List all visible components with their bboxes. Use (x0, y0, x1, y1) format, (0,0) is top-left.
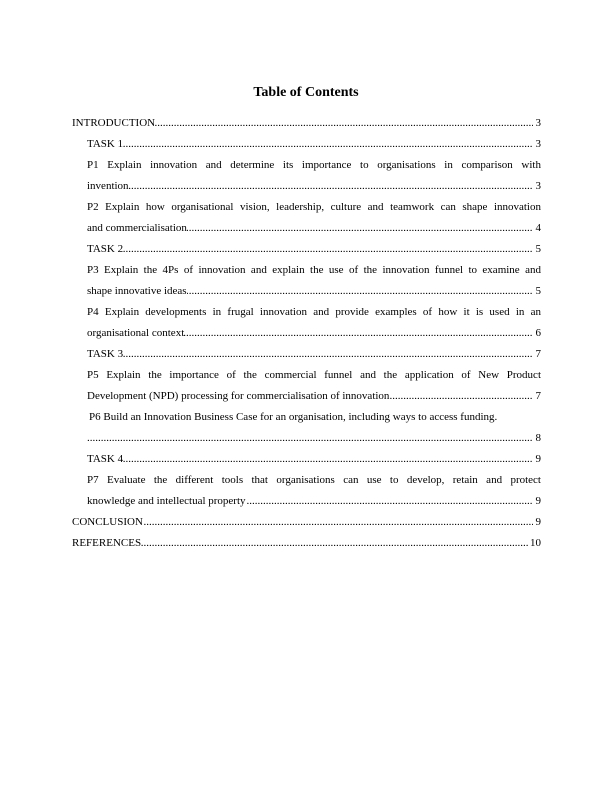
toc-page-number: 9 (535, 512, 542, 533)
toc-entry-p3-line2[interactable] (87, 281, 541, 302)
toc-page-number: 6 (535, 323, 542, 344)
toc-entry-p4-line2[interactable] (87, 323, 541, 344)
toc-entry-text: TASK 1 (87, 138, 124, 150)
toc-entry-p6-line2[interactable] (87, 428, 541, 449)
toc-entry-references[interactable] (72, 533, 541, 554)
toc-entry-p3-line1[interactable] (87, 260, 541, 281)
toc-entry-p5-line1[interactable] (87, 365, 541, 386)
toc-entry-p6-line1[interactable] (89, 407, 541, 428)
toc-entry-text: P7 Evaluate the different tools that organisations can use to develop, retain and protect (87, 474, 541, 486)
toc-page-number: 10 (529, 533, 541, 554)
toc-page-number: 3 (535, 113, 542, 134)
toc-page-number: 3 (535, 176, 542, 197)
toc-entry-text: P6 Build an Innovation Business Case for an organisation, including ways to access funding. (89, 411, 498, 423)
toc-entry-p1-line2[interactable] (87, 176, 541, 197)
toc-page-number: 7 (535, 344, 542, 365)
toc-entry-text: TASK 4 (87, 453, 124, 465)
toc-entry-text: CONCLUSION (72, 516, 143, 528)
toc-entry-text: knowledge and intellectual property (87, 495, 246, 507)
toc-entry-text: P3 Explain the 4Ps of innovation and explain the use of the innovation funnel to examine and (87, 264, 541, 276)
toc-entry-task-4[interactable] (87, 449, 541, 470)
toc-entry-task-2[interactable] (87, 239, 541, 260)
toc-page-number: 3 (535, 134, 542, 155)
toc-entry-text: INTRODUCTION (72, 117, 156, 129)
toc-entry-text: Development (NPD) processing for commercialisation of innovation (87, 390, 390, 402)
toc-page-number: 9 (535, 491, 542, 512)
table-of-contents (72, 113, 541, 554)
toc-entry-p7-line1[interactable] (87, 470, 541, 491)
toc-entry-text: P1 Explain innovation and determine its importance to organisations in comparison with (87, 159, 541, 171)
toc-page-number: 4 (535, 218, 542, 239)
toc-entry-text: P4 Explain developments in frugal innovation and provide examples of how it is used in an (87, 306, 541, 318)
toc-entry-text: REFERENCES (72, 537, 142, 549)
toc-entry-conclusion[interactable] (72, 512, 541, 533)
toc-entry-task-3[interactable] (87, 344, 541, 365)
toc-entry-p5-line2[interactable] (87, 386, 541, 407)
toc-entry-text: and commercialisation (87, 222, 187, 234)
toc-entry-text: invention (87, 180, 129, 192)
toc-page-number: ..... 8 (535, 428, 542, 449)
toc-entry-text: P5 Explain the importance of the commercial funnel and the application of New Product (87, 369, 541, 381)
toc-entry-text: shape innovative ideas (87, 285, 187, 297)
toc-entry-p1-line1[interactable] (87, 155, 541, 176)
toc-page-number: 7 (535, 386, 542, 407)
toc-entry-p4-line1[interactable] (87, 302, 541, 323)
toc-entry-text: TASK 2 (87, 243, 124, 255)
toc-entry-text: P2 Explain how organisational vision, leadership, culture and teamwork can shape innovation (87, 201, 541, 213)
toc-title: Table of Contents (253, 85, 359, 100)
toc-entry-task-1[interactable] (87, 134, 541, 155)
toc-entry-p2-line2[interactable] (87, 218, 541, 239)
toc-entry-introduction[interactable] (72, 113, 541, 134)
toc-page-number: 9 (535, 449, 542, 470)
toc-entry-p2-line1[interactable] (87, 197, 541, 218)
toc-entry-text: TASK 3 (87, 348, 124, 360)
toc-page-number: 5 (535, 281, 542, 302)
toc-page-number: 5 (535, 239, 542, 260)
toc-entry-p7-line2[interactable] (87, 491, 541, 512)
toc-entry-text: organisational context (87, 327, 185, 339)
